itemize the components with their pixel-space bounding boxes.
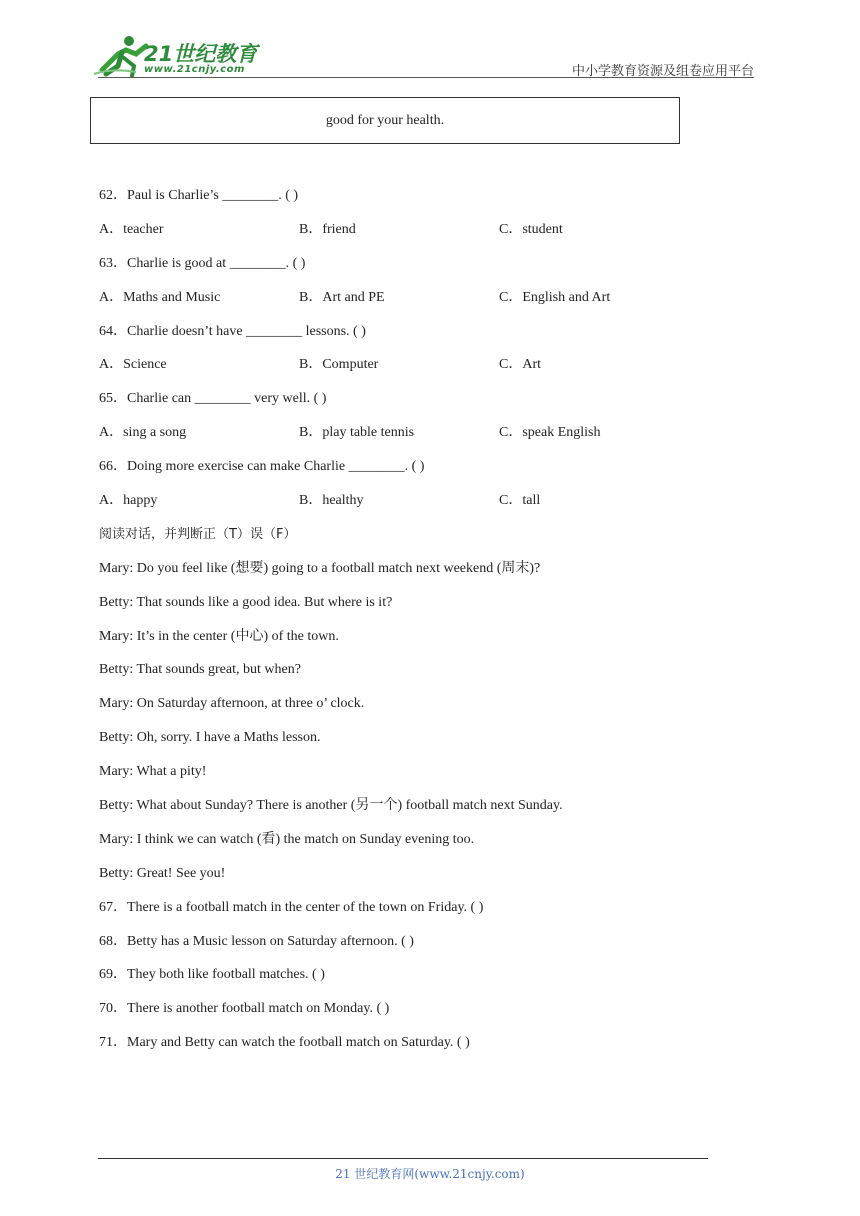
dialogue-line: Mary: On Saturday afternoon, at three o’ clock. bbox=[99, 696, 365, 712]
site-logo bbox=[92, 32, 262, 80]
question-66-options bbox=[99, 490, 739, 524]
question-68: 68．Betty has a Music lesson on Saturday afternoon. ( ) bbox=[99, 933, 414, 949]
option-b: B．healthy bbox=[299, 493, 364, 509]
option-b: B．Art and PE bbox=[299, 289, 385, 305]
logo-text: 21世纪教育 bbox=[144, 42, 258, 66]
logo-url: www.21cnjy.com bbox=[144, 64, 245, 75]
option-c: C．English and Art bbox=[499, 289, 611, 305]
question-65-stem: 65．Charlie can ________ very well. ( ) bbox=[99, 391, 327, 407]
dialogue-line: Betty: That sounds like a good idea. But where is it? bbox=[99, 594, 393, 610]
dialogue-line: Mary: What a pity! bbox=[99, 764, 207, 780]
header-divider bbox=[98, 77, 754, 78]
question-65-options bbox=[99, 422, 739, 456]
dialogue-line: Mary: I think we can watch (看) the match on Sunday evening too. bbox=[99, 831, 475, 847]
dialogue-line: Betty: That sounds great, but when? bbox=[99, 662, 301, 678]
option-b: B．play table tennis bbox=[299, 425, 415, 441]
passage-box bbox=[90, 97, 680, 144]
question-63-stem: 63．Charlie is good at ________. ( ) bbox=[99, 255, 306, 271]
option-b: B．friend bbox=[299, 221, 356, 237]
option-b: B．Computer bbox=[299, 357, 379, 373]
option-c: C．student bbox=[499, 221, 563, 237]
passage-box-text: good for your health. bbox=[325, 113, 445, 128]
option-a: A．Science bbox=[99, 357, 167, 373]
dialogue-line: Betty: What about Sunday? There is another (另一个) football match next Sunday. bbox=[99, 798, 563, 814]
footer-divider bbox=[98, 1158, 708, 1159]
header-slogan: 中小学教育资源及组卷应用平台 bbox=[571, 64, 754, 79]
option-a: A．Maths and Music bbox=[99, 289, 221, 305]
question-63-options bbox=[99, 287, 739, 321]
option-a: A．happy bbox=[99, 493, 158, 509]
dialogue-line: Betty: Oh, sorry. I have a Maths lesson. bbox=[99, 730, 321, 746]
question-71: 71．Mary and Betty can watch the football match on Saturday. ( ) bbox=[99, 1035, 470, 1051]
footer-link[interactable]: 21 世纪教育网(www.21cnjy.com) bbox=[335, 1167, 525, 1181]
question-66-stem: 66．Doing more exercise can make Charlie ________. ( ) bbox=[99, 459, 425, 475]
dialogue-line: Mary: It’s in the center (中心) of the town. bbox=[99, 628, 339, 644]
dialogue-line: Betty: Great! See you! bbox=[99, 865, 226, 881]
dialogue-line: Mary: Do you feel like (想要) going to a football match next weekend (周末)? bbox=[99, 560, 541, 576]
option-c: C．Art bbox=[499, 357, 541, 373]
question-67: 67．There is a football match in the center of the town on Friday. ( ) bbox=[99, 899, 484, 915]
option-c: C．tall bbox=[499, 493, 541, 509]
question-64-stem: 64．Charlie doesn’t have ________ lessons. ( ) bbox=[99, 323, 366, 339]
option-c: C．speak English bbox=[499, 425, 601, 441]
option-a: A．sing a song bbox=[99, 425, 187, 441]
option-a: A．teacher bbox=[99, 221, 164, 237]
question-content bbox=[99, 185, 739, 1066]
question-64-options bbox=[99, 354, 739, 388]
question-62-stem: 62．Paul is Charlie’s ________. ( ) bbox=[99, 188, 299, 203]
section-title: 阅读对话，并判断正（T）误（F） bbox=[99, 526, 297, 542]
question-70: 70．There is another football match on Monday. ( ) bbox=[99, 1001, 390, 1017]
question-62-options bbox=[99, 219, 739, 253]
question-69: 69．They both like football matches. ( ) bbox=[99, 967, 325, 983]
